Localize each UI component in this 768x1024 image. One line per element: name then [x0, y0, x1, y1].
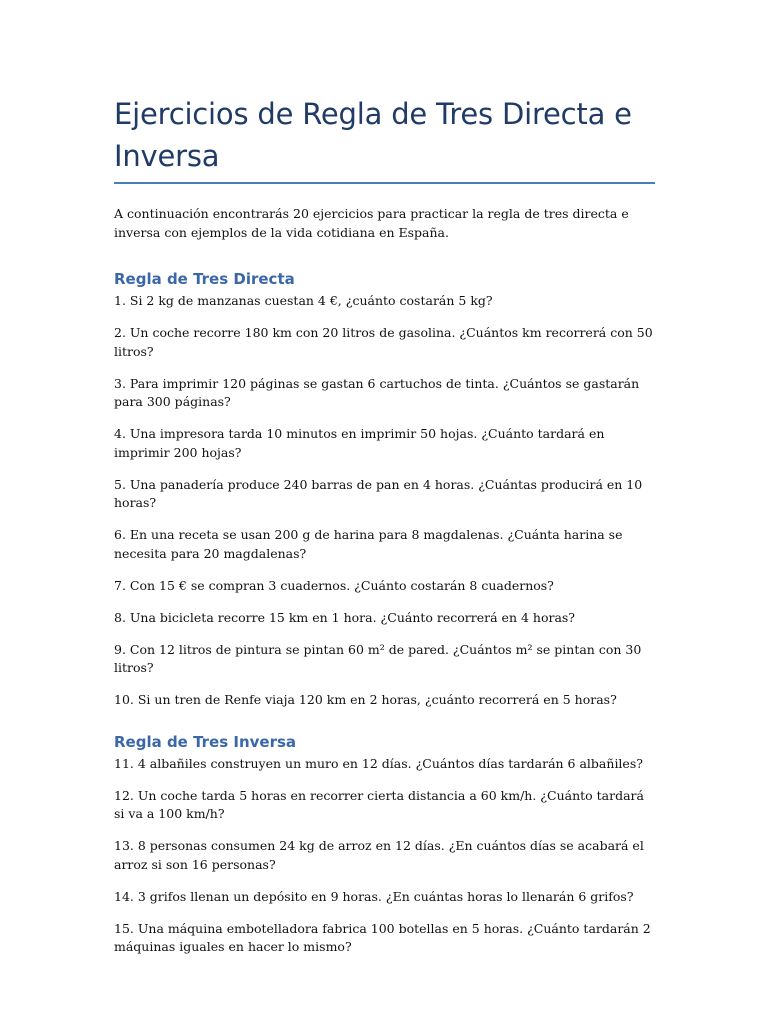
exercise-item: 1. Si 2 kg de manzanas cuestan 4 €, ¿cuánto costarán 5 kg? [114, 293, 493, 308]
exercise-item: 11. 4 albañiles construyen un muro en 12 días. ¿Cuántos días tardarán 6 albañiles? [114, 755, 643, 771]
exercise-item: 12. Un coche tarda 5 horas en recorrer cierta distancia a 60 km/h. ¿Cuánto tardará si va a 100 km/h? [114, 787, 644, 821]
exercise-item: 2. Un coche recorre 180 km con 20 litros de gasolina. ¿Cuántos km recorrerá con 50 litros? [114, 325, 653, 359]
section-heading: Regla de Tres Directa [114, 270, 295, 288]
section-heading: Regla de Tres Inversa [114, 732, 297, 751]
exercise-item: 8. Una bicicleta recorre 15 km en 1 hora. ¿Cuánto recorrerá en 4 horas? [114, 609, 576, 625]
exercise-item: 5. Una panadería produce 240 barras de pan en 4 horas. ¿Cuántas producirá en 10 horas? [114, 476, 643, 510]
exercise-item: 13. 8 personas consumen 24 kg de arroz en 12 días. ¿En cuántos días se acabará el arroz si son 16 personas? [114, 838, 644, 872]
exercise-item: 14. 3 grifos llenan un depósito en 9 horas. ¿En cuántas horas lo llenarán 6 grifos? [114, 888, 634, 904]
exercise-item: 15. Una máquina embotelladora fabrica 100 botellas en 5 horas. ¿Cuánto tardarán 2 máquinas iguales en hacer lo mismo? [114, 920, 651, 954]
exercise-item: 6. En una receta se usan 200 g de harina para 8 magdalenas. ¿Cuánta harina se necesita para 20 magdalenas? [114, 527, 623, 561]
exercise-list [114, 755, 656, 957]
document-title: Ejercicios de Regla de Tres Directa e Inversa [114, 97, 632, 173]
intro-paragraph: A continuación encontrarás 20 ejercicios para practicar la regla de tres directa e inversa con ejemplos de la vida cotidiana en España. [114, 206, 629, 240]
exercise-item: 7. Con 15 € se compran 3 cuadernos. ¿Cuánto costarán 8 cuadernos? [114, 577, 554, 593]
section-direct-rule [114, 269, 656, 710]
exercise-item: 4. Una impresora tarda 10 minutos en imprimir 50 hojas. ¿Cuánto tardará en imprimir 200 hojas? [114, 426, 605, 460]
exercise-item: 9. Con 12 litros de pintura se pintan 60 m² de pared. ¿Cuántos m² se pintan con 30 litros? [114, 641, 642, 675]
section-inverse-rule [114, 732, 656, 957]
document-page [114, 0, 656, 970]
exercise-list [114, 292, 656, 710]
exercise-item: 3. Para imprimir 120 páginas se gastan 6 cartuchos de tinta. ¿Cuántos se gastarán para 300 páginas? [114, 375, 640, 409]
title-underline [114, 182, 655, 184]
exercise-item: 10. Si un tren de Renfe viaja 120 km en 2 horas, ¿cuánto recorrerá en 5 horas? [114, 692, 617, 707]
